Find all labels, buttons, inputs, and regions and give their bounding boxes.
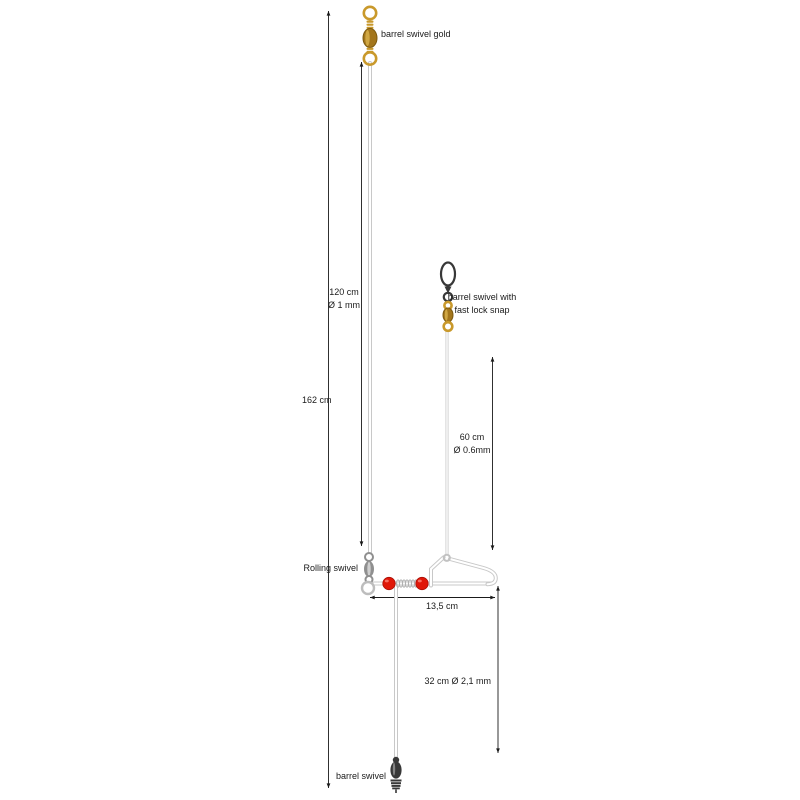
- label-main-line: [314, 286, 374, 312]
- boom-apex-loop: [444, 555, 450, 561]
- label-boom-width: 13,5 cm: [425, 601, 458, 611]
- label-drop-line: 32 cm Ø 2,1 mm: [424, 676, 491, 686]
- red-bead-left: [383, 577, 395, 589]
- label-leader-diameter: Ø 0.6mm: [453, 444, 491, 455]
- label-leader-length: 60 cm: [459, 432, 485, 442]
- label-total-length: 162 cm: [302, 395, 332, 405]
- wire-boom: [431, 555, 496, 586]
- barrel-swivel-bottom: [390, 757, 401, 793]
- label-snap-swivel-line2: fast lock snap: [454, 304, 510, 315]
- barrel-swivel-gold: [363, 7, 377, 65]
- label-leader: [442, 431, 502, 456]
- label-bottom-swivel: barrel swivel: [335, 771, 386, 781]
- label-main-line-diameter: Ø 1 mm: [327, 300, 360, 310]
- label-top-swivel: barrel swivel gold: [381, 29, 451, 39]
- rolling-swivel: [362, 553, 374, 594]
- red-bead-right: [416, 577, 428, 589]
- label-snap-swivel-line1: barrel swivel with: [447, 292, 517, 302]
- label-main-line-length: 120 cm: [329, 287, 359, 297]
- label-rolling-swivel: Rolling swivel: [303, 563, 358, 573]
- label-snap-swivel: [447, 291, 517, 316]
